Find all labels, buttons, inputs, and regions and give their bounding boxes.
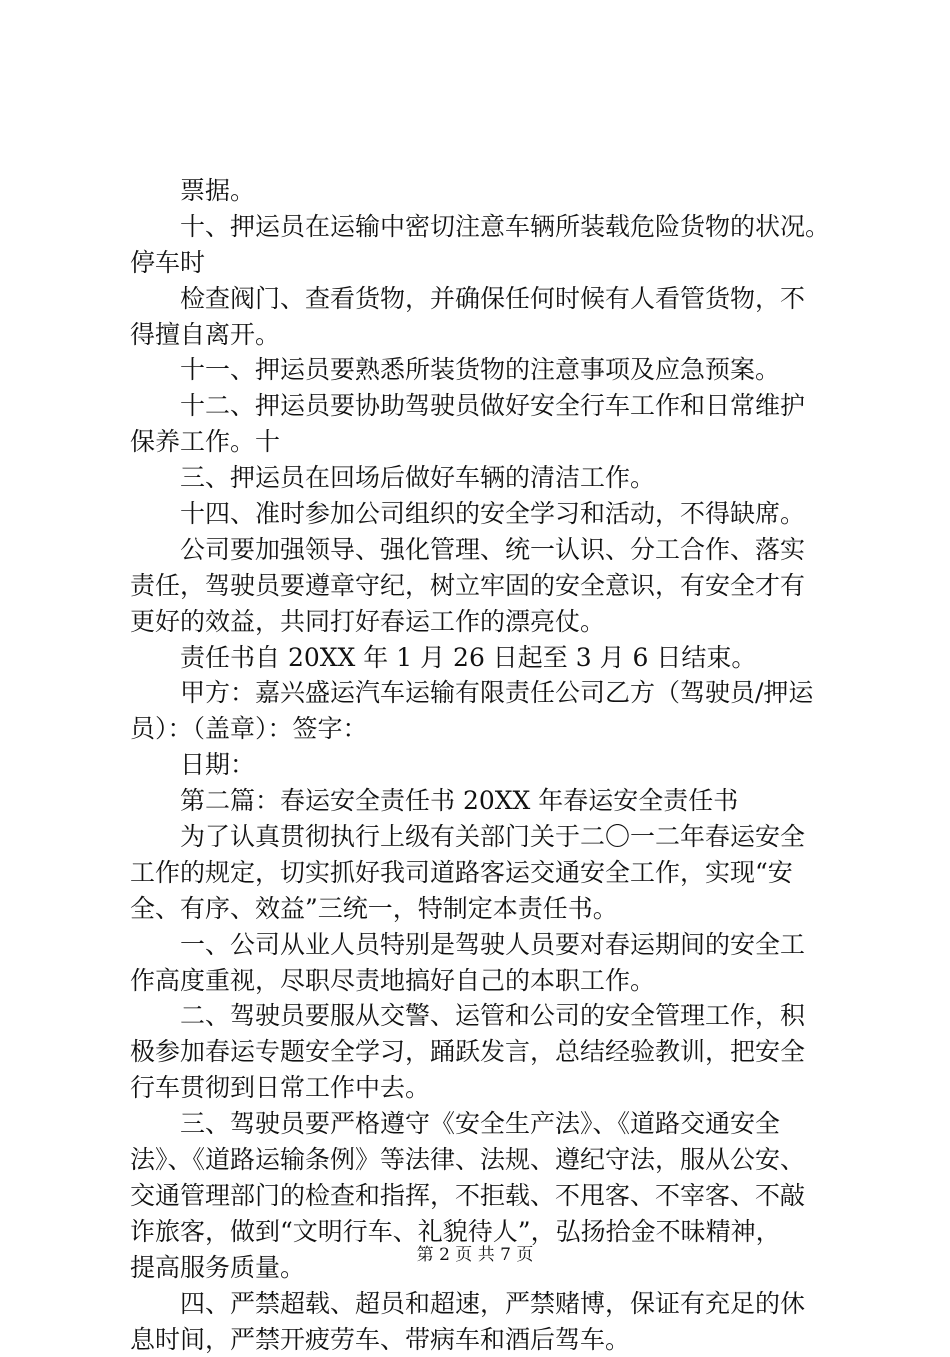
text-line: 诈旅客，做到“文明行车、礼貌待人”，弘扬拾金不昧精神，: [130, 1214, 850, 1250]
text-line: 三、驾驶员要严格遵守《安全生产法》、《道路交通安全: [130, 1106, 850, 1142]
text-line: 四、严禁超载、超员和超速，严禁赌博，保证有充足的休: [130, 1286, 850, 1322]
page-footer: 第 2 页 共 7 页: [0, 1244, 950, 1266]
text-line: 票据。: [130, 173, 850, 209]
text-line: 十四、准时参加公司组织的安全学习和活动，不得缺席。: [130, 496, 850, 532]
text-line: 十一、押运员要熟悉所装货物的注意事项及应急预案。: [130, 352, 850, 388]
text-line: 为了认真贯彻执行上级有关部门关于二〇一二年春运安全: [130, 819, 850, 855]
text-line: 十、押运员在运输中密切注意车辆所装载危险货物的状况。: [130, 209, 850, 245]
text-line: 甲方：嘉兴盛运汽车运输有限责任公司乙方（驾驶员/押运: [130, 675, 850, 711]
text-line: 息时间，严禁开疲劳车、带病车和酒后驾车。: [130, 1322, 850, 1357]
text-line: 三、押运员在回场后做好车辆的清洁工作。: [130, 460, 850, 496]
text-line: 停车时: [130, 245, 850, 281]
text-line: 员）：（盖章）：签字：: [130, 711, 850, 747]
text-line: 检查阀门、查看货物，并确保任何时候有人看管货物，不: [130, 281, 850, 317]
text-line: 全、有序、效益”三统一，特制定本责任书。: [130, 891, 850, 927]
text-line: 得擅自离开。: [130, 317, 850, 353]
text-line: 提高服务质量。: [130, 1250, 850, 1286]
text-line: 十二、押运员要协助驾驶员做好安全行车工作和日常维护: [130, 388, 850, 424]
text-line: 交通管理部门的检查和指挥，不拒载、不甩客、不宰客、不敲: [130, 1178, 850, 1214]
text-line: 法》、《道路运输条例》等法律、法规、遵纪守法，服从公安、: [130, 1142, 850, 1178]
text-line: 更好的效益，共同打好春运工作的漂亮仗。: [130, 604, 850, 640]
text-line: 第二篇：春运安全责任书 20XX 年春运安全责任书: [130, 783, 850, 819]
text-line: 行车贯彻到日常工作中去。: [130, 1070, 850, 1106]
text-line: 日期：: [130, 747, 850, 783]
text-line: 保养工作。十: [130, 424, 850, 460]
text-line: 公司要加强领导、强化管理、统一认识、分工合作、落实: [130, 532, 850, 568]
text-line: 责任书自 20XX 年 1 月 26 日起至 3 月 6 日结束。: [130, 640, 850, 676]
text-line: 责任，驾驶员要遵章守纪，树立牢固的安全意识，有安全才有: [130, 568, 850, 604]
document-body: [130, 173, 850, 1357]
text-line: 工作的规定，切实抓好我司道路客运交通安全工作，实现“安: [130, 855, 850, 891]
text-line: 一、公司从业人员特别是驾驶人员要对春运期间的安全工: [130, 927, 850, 963]
text-line: 作高度重视，尽职尽责地搞好自己的本职工作。: [130, 963, 850, 999]
text-line: 二、驾驶员要服从交警、运管和公司的安全管理工作，积: [130, 998, 850, 1034]
text-line: 极参加春运专题安全学习，踊跃发言，总结经验教训，把安全: [130, 1034, 850, 1070]
